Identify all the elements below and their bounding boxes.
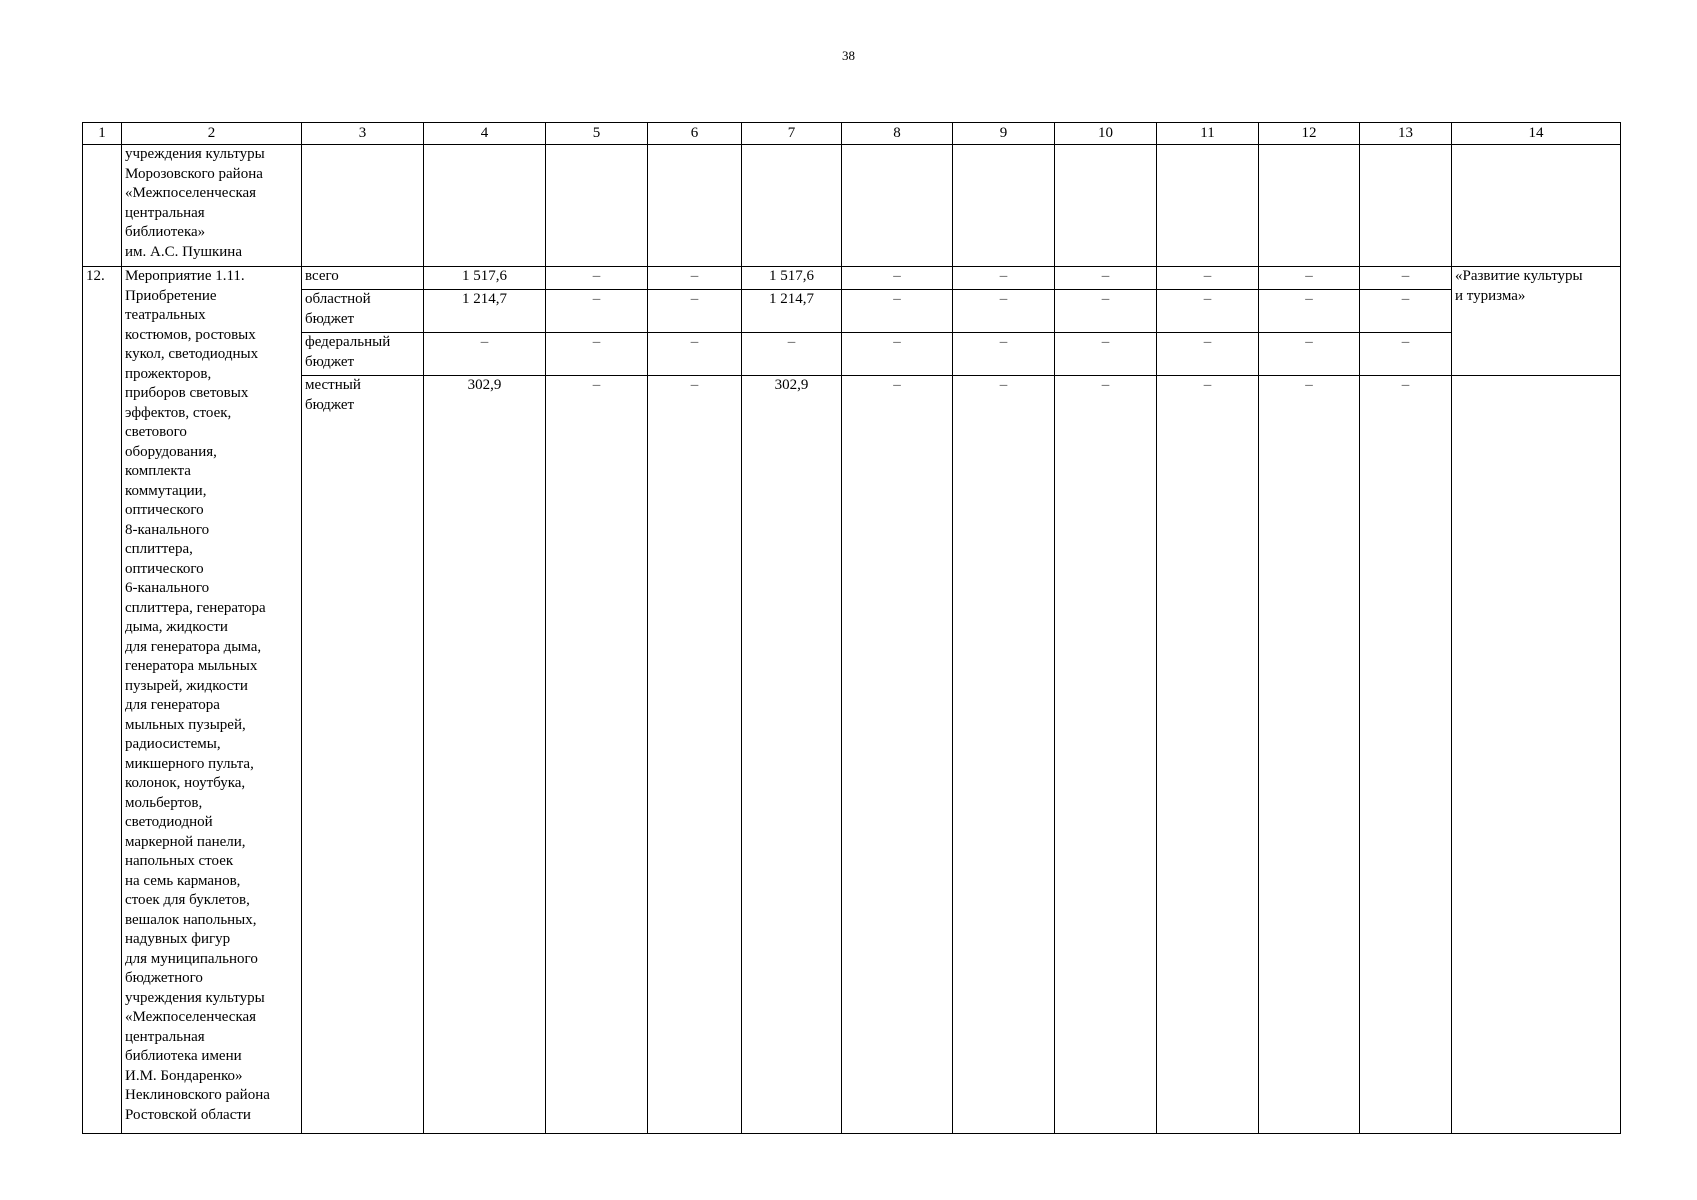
empty-cell (1452, 145, 1621, 267)
activity-description: Мероприятие 1.11. Приобретение театральных костюмов, ростовых кукол, светодиодных прожекторов, приборов световых эффектов, стоек, светового оборудования, комплекта коммутации, оптического 8-канального сплиттера, оптического 6-канального сплиттера, генератора дыма, жидкости для генератора дыма, генератора мыльных пузырей, жидкости для генератора мыльных пузырей, радиосистемы, микшерного пульта, колонок, ноутбука, мольбертов, светодиодной маркерной панели, напольных стоек на семь карманов, стоек для буклетов, вешалок напольных, надувных фигур для муниципального бюджетного учреждения культуры «Межпоселенческая центральная библиотека имени И.М. Бондаренко» Неклиновского района Ростовской области (122, 267, 302, 1134)
value-cell: 302,9 (424, 376, 546, 1134)
column-number: 2 (122, 123, 302, 145)
empty-cell (83, 145, 122, 267)
value-cell: – (1157, 333, 1259, 376)
column-number: 4 (424, 123, 546, 145)
column-number: 3 (302, 123, 424, 145)
value-cell: – (1055, 376, 1157, 1134)
empty-cell (742, 145, 842, 267)
empty-cell (424, 145, 546, 267)
value-cell: – (1360, 267, 1452, 290)
value-cell: – (648, 333, 742, 376)
value-cell: – (1157, 376, 1259, 1134)
value-cell: – (1360, 290, 1452, 333)
value-cell: – (546, 376, 648, 1134)
column-number: 9 (953, 123, 1055, 145)
value-cell: – (648, 290, 742, 333)
column-number: 14 (1452, 123, 1621, 145)
value-cell: – (1157, 290, 1259, 333)
continuation-row (83, 145, 1621, 267)
value-cell: 1 214,7 (742, 290, 842, 333)
column-number: 1 (83, 123, 122, 145)
value-cell: – (1259, 376, 1360, 1134)
empty-cell (1055, 145, 1157, 267)
value-cell: – (842, 290, 953, 333)
budget-table (82, 122, 1621, 1134)
funding-source: областной бюджет (302, 290, 424, 333)
value-cell: – (648, 267, 742, 290)
value-cell: – (953, 333, 1055, 376)
column-number: 13 (1360, 123, 1452, 145)
value-cell: – (1055, 333, 1157, 376)
empty-cell (546, 145, 648, 267)
column-number-header-row (83, 123, 1621, 145)
value-cell: – (648, 376, 742, 1134)
table-row (83, 267, 1621, 290)
value-cell: – (1259, 333, 1360, 376)
table-row (83, 290, 1621, 333)
value-cell: – (953, 267, 1055, 290)
value-cell: – (546, 267, 648, 290)
empty-cell (302, 145, 424, 267)
value-cell: – (842, 376, 953, 1134)
value-cell: – (424, 333, 546, 376)
column-number: 8 (842, 123, 953, 145)
table-row (83, 333, 1621, 376)
empty-cell (1360, 145, 1452, 267)
value-cell: – (1360, 333, 1452, 376)
table-row (83, 376, 1621, 1134)
empty-cell (842, 145, 953, 267)
funding-source: местный бюджет (302, 376, 424, 1134)
value-cell: – (1055, 290, 1157, 333)
empty-cell (953, 145, 1055, 267)
program-name: «Развитие культуры и туризма» (1452, 267, 1621, 376)
value-cell: – (1360, 376, 1452, 1134)
value-cell: 1 517,6 (742, 267, 842, 290)
empty-cell (1259, 145, 1360, 267)
column-number: 5 (546, 123, 648, 145)
column-number: 6 (648, 123, 742, 145)
column-number: 7 (742, 123, 842, 145)
column-number: 11 (1157, 123, 1259, 145)
value-cell: – (1055, 267, 1157, 290)
value-cell: 1 517,6 (424, 267, 546, 290)
value-cell: – (1259, 290, 1360, 333)
value-cell: – (1259, 267, 1360, 290)
empty-cell (1452, 376, 1621, 1134)
value-cell: – (1157, 267, 1259, 290)
value-cell: – (842, 333, 953, 376)
continuation-description: учреждения культуры Морозовского района «Межпоселенческая центральная библиотека» им. А.С. Пушкина (122, 145, 302, 267)
funding-source: всего (302, 267, 424, 290)
value-cell: – (546, 290, 648, 333)
value-cell: – (842, 267, 953, 290)
value-cell: – (953, 290, 1055, 333)
funding-source: федеральный бюджет (302, 333, 424, 376)
value-cell: 302,9 (742, 376, 842, 1134)
value-cell: – (953, 376, 1055, 1134)
column-number: 12 (1259, 123, 1360, 145)
value-cell: 1 214,7 (424, 290, 546, 333)
page-number: 38 (842, 48, 855, 63)
row-number: 12. (83, 267, 122, 1134)
value-cell: – (546, 333, 648, 376)
value-cell: – (742, 333, 842, 376)
column-number: 10 (1055, 123, 1157, 145)
empty-cell (1157, 145, 1259, 267)
empty-cell (648, 145, 742, 267)
